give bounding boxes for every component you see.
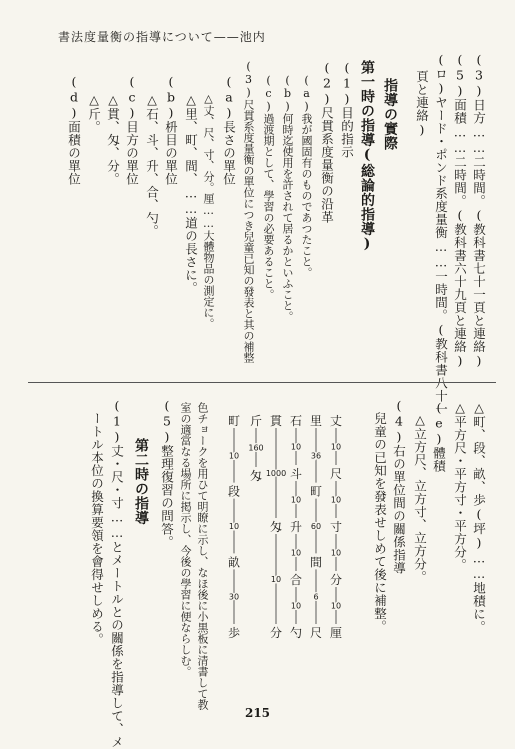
unit-label: 町: [227, 414, 241, 428]
text-column: △平方尺・平方寸・平方分。: [452, 400, 468, 572]
text-column: (b)何時迄使用を許されて居るかといふこと。: [281, 74, 294, 322]
unit-label: 厘: [329, 626, 343, 640]
unit-label: 分: [269, 626, 283, 640]
unit-label: 貫: [269, 414, 283, 428]
section-divider: [28, 382, 496, 383]
conversion-factor: 1000: [265, 469, 287, 478]
conversion-factor: 6: [313, 592, 319, 602]
conversion-factor: 160: [248, 443, 264, 453]
unit-label: 里: [309, 414, 323, 428]
text-column: (1)目的指示: [339, 60, 355, 159]
text-column: △貫、匁、分。: [105, 92, 121, 186]
unit-label: 匁: [249, 469, 263, 483]
conversion-factor: 10: [290, 442, 302, 452]
conversion-factor: 36: [310, 451, 322, 461]
conversion-factor: 10: [290, 548, 302, 558]
unit-label: 分: [329, 573, 343, 587]
text-column: △丈、尺、寸、分。厘……大體物品の測定に。: [202, 92, 215, 329]
lesson-heading: 第二時の指導: [133, 438, 149, 525]
conversion-factor: 10: [330, 495, 342, 505]
conversion-factor: 10: [330, 548, 342, 558]
text-column: (3)尺貫系度量衡の單位につき兒童已知の發表と其の補整: [242, 60, 255, 363]
unit-label: 間: [309, 555, 323, 570]
conversion-factor: 10: [330, 442, 342, 452]
unit-label: 斗: [289, 467, 303, 481]
page-number: 215: [244, 706, 271, 720]
unit-label: 匁: [269, 520, 283, 534]
unit-label: 斤: [249, 414, 263, 428]
text-column: (4)右の單位間の關係指導: [391, 398, 407, 575]
unit-label: 合: [289, 573, 303, 587]
text-column: (3)日方……二時間。(教科書七十一頁と連絡): [471, 52, 487, 369]
text-column: (ロ)ヤード・ポンド系度量衡……一時間。(教科書八十一: [433, 52, 449, 416]
text-column: (c)過渡期として、學習の必要あること。: [262, 74, 275, 300]
lesson-heading: 第一時の指導(総論的指導): [359, 60, 375, 253]
text-column: ートル本位の換算要領を會得せしめる。: [89, 412, 105, 646]
unit-relation-diagram: [218, 410, 348, 640]
text-column: 色チョークを用ひて明瞭に示し、なほ後に小黒板に清書して教: [196, 402, 209, 710]
unit-label: 畝: [227, 555, 241, 570]
text-column: 室の適當なる場所に掲示し、今後の學習に便ならしむ。: [179, 402, 192, 677]
conversion-factor: 10: [228, 522, 240, 531]
text-column: (b)枡目の單位: [163, 74, 179, 186]
text-column: △里、町、間、……道の長さに。: [183, 92, 199, 295]
running-header: 書法度量衡の指導について——池内: [58, 30, 266, 44]
text-column: (1)丈・尺・寸……とメートルとの關係を指導して、メ: [109, 398, 125, 749]
text-column: (d)面積の單位: [66, 74, 82, 186]
unit-label: 歩: [227, 626, 241, 640]
unit-label: 尺: [309, 626, 323, 640]
conversion-factor: 60: [310, 522, 322, 531]
text-column: △斤。: [86, 92, 102, 134]
text-column: (2)尺貫系度量衡の沿革: [319, 60, 335, 224]
unit-label: 升: [289, 520, 303, 534]
text-column: (a)長さの單位: [221, 74, 237, 186]
unit-label: 寸: [329, 520, 343, 534]
text-column: △石、斗、升、合、勺。: [144, 92, 160, 238]
section-heading: 指導の實際: [382, 78, 398, 151]
conversion-factor: 10: [330, 601, 342, 611]
unit-label: 勺: [289, 626, 303, 640]
text-column: 頁と連絡): [414, 70, 430, 138]
text-column: △町、段、畝、歩(坪)……地積に。: [471, 400, 487, 634]
text-column: (5)面積……二時間。(教科書六十九頁と連絡): [452, 52, 468, 369]
conversion-factor: 10: [290, 601, 302, 611]
text-column: (a)我が國固有のものであつたこと。: [300, 74, 313, 278]
unit-relation-svg: [218, 410, 348, 640]
unit-label: 尺: [329, 467, 343, 481]
unit-label: 段: [227, 484, 241, 499]
text-column: (5)整理復習の問答。: [159, 398, 175, 549]
text-column: 兒童の已知を發表せしめて後に補整。: [372, 412, 388, 633]
unit-label: 町: [309, 484, 323, 499]
conversion-factor: 10: [290, 495, 302, 505]
text-column: △立方尺、立方寸、立方分。: [412, 412, 428, 584]
text-column: (c)目方の單位: [124, 74, 140, 186]
conversion-factor: 10: [270, 575, 282, 584]
text-column: (e)體積: [431, 400, 447, 473]
conversion-factor: 10: [228, 451, 240, 461]
conversion-factor: 30: [228, 592, 240, 602]
unit-label: 石: [289, 414, 303, 428]
unit-label: 丈: [329, 414, 343, 428]
